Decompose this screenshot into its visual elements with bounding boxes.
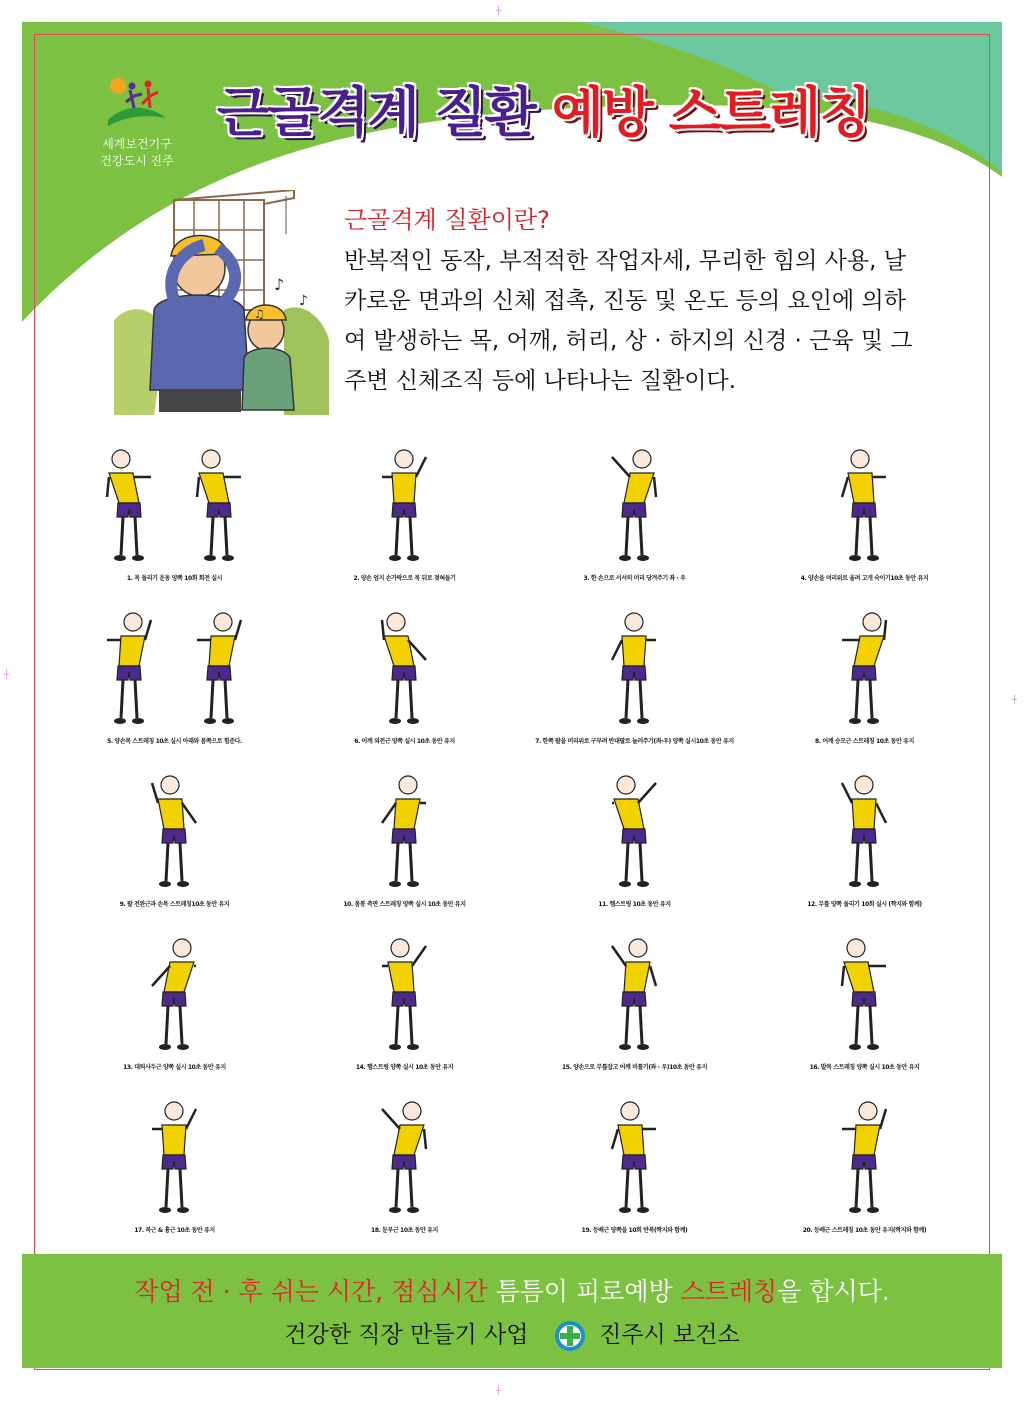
logo-line-1: 세계보건기구 bbox=[102, 137, 172, 151]
registration-mark-left: ┼ bbox=[4, 670, 9, 679]
footer-slogan bbox=[22, 1272, 1002, 1308]
footer-slogan-part-2: 틈틈이 피로예방 bbox=[487, 1277, 681, 1306]
footer-slogan-part-1: 작업 전 · 후 쉬는 시간, 점심시간 bbox=[134, 1277, 488, 1306]
exercise-figure-illustration bbox=[292, 600, 517, 732]
footer-banner bbox=[22, 1254, 1002, 1368]
exercise-card bbox=[292, 763, 517, 926]
poster bbox=[22, 22, 1002, 1382]
exercise-card bbox=[752, 600, 977, 763]
title-part-1: 근골격계 질환 bbox=[217, 81, 552, 144]
intro-section bbox=[344, 200, 954, 401]
exercise-caption: 2. 양손 엄지 손가락으로 목 뒤로 젖혀들기 bbox=[353, 575, 456, 582]
exercise-card bbox=[292, 926, 517, 1089]
exercise-figure-illustration bbox=[752, 1089, 977, 1221]
exercise-figure-illustration bbox=[292, 437, 517, 569]
exercise-caption: 13. 대퇴사두근 양쪽 실시 10초 동안 유지 bbox=[123, 1064, 226, 1071]
logo-line-2: 건강도시 진주 bbox=[100, 154, 174, 168]
exercise-figure-illustration bbox=[752, 763, 977, 895]
title-part-2: 예방 스트레칭 bbox=[551, 81, 870, 144]
workers-cartoon-illustration bbox=[114, 190, 329, 415]
exercise-figure-illustration bbox=[62, 437, 287, 569]
exercise-figure-illustration bbox=[522, 600, 747, 732]
exercise-card bbox=[62, 437, 287, 600]
exercise-caption: 10. 몸통 측면 스트레칭 양쪽 실시 10초 동안 유지 bbox=[343, 901, 466, 908]
exercise-figure-illustration bbox=[752, 600, 977, 732]
exercise-figure-illustration bbox=[522, 926, 747, 1058]
svg-text:♫: ♫ bbox=[254, 307, 265, 321]
exercise-card bbox=[522, 926, 747, 1089]
who-healthy-city-logo-icon bbox=[104, 74, 170, 132]
intro-line: 카로운 면과의 신체 접촉, 진동 및 온도 등의 요인에 의하 bbox=[344, 288, 906, 314]
exercise-card bbox=[522, 437, 747, 600]
exercise-card bbox=[752, 763, 977, 926]
exercise-caption: 5. 양손목 스트레칭 10초 실시 아래와 몸쪽으로 힘준다. bbox=[107, 738, 242, 745]
exercise-card bbox=[62, 600, 287, 763]
registration-mark-top: ┼ bbox=[496, 6, 501, 15]
exercise-caption: 16. 발목 스트레칭 양쪽 실시 10초 동안 유지 bbox=[809, 1064, 920, 1071]
exercise-caption: 18. 둔부근 10초 동안 유지 bbox=[371, 1227, 438, 1234]
exercise-figure-illustration bbox=[752, 926, 977, 1058]
exercise-caption: 1. 목 돌리기 운동 양쪽 10회 회전 실시 bbox=[126, 575, 223, 582]
footer-slogan-part-4: 을 합시다. bbox=[777, 1277, 890, 1306]
exercise-caption: 6. 어깨 외전근 양쪽 실시 10초 동안 유지 bbox=[354, 738, 455, 745]
intro-line: 반복적인 동작, 부적적한 작업자세, 무리한 힘의 사용, 날 bbox=[344, 248, 906, 274]
exercise-figure-illustration bbox=[62, 763, 287, 895]
footer-program-name: 건강한 직장 만들기 사업 bbox=[284, 1322, 529, 1348]
exercise-figure-illustration bbox=[292, 1089, 517, 1221]
exercise-card bbox=[522, 763, 747, 926]
exercise-caption: 9. 팔 전완근과 손목 스트레칭10초 동안 유지 bbox=[119, 901, 230, 908]
exercise-figure-illustration bbox=[522, 763, 747, 895]
exercise-figure-illustration bbox=[62, 1089, 287, 1221]
exercise-caption: 14. 햄스트링 양쪽 실시 10초 동안 유지 bbox=[355, 1064, 454, 1071]
intro-line: 주변 신체조직 등에 나타나는 질환이다. bbox=[344, 368, 737, 394]
exercise-card bbox=[752, 437, 977, 600]
exercise-figure-illustration bbox=[752, 437, 977, 569]
intro-question: 근골격계 질환이란? bbox=[344, 206, 550, 234]
exercise-card bbox=[62, 926, 287, 1089]
exercise-figure-illustration bbox=[62, 600, 287, 732]
exercise-caption: 15. 양손으로 무릎잡고 어깨 비틀기(좌 · 우)10초 동안 유지 bbox=[562, 1064, 707, 1071]
exercise-figure-illustration bbox=[522, 1089, 747, 1221]
exercise-figure-illustration bbox=[292, 926, 517, 1058]
svg-text:♪: ♪ bbox=[299, 293, 308, 309]
exercise-caption: 12. 무릎 양쪽 돌리기 10회 실시 (짝지와 함께) bbox=[807, 901, 922, 908]
exercise-card bbox=[292, 600, 517, 763]
footer-org-name: 진주시 보건소 bbox=[599, 1322, 740, 1348]
footer-slogan-part-3: 스트레칭 bbox=[680, 1277, 778, 1306]
exercise-caption: 19. 등배근 양쪽을 10회 반복(짝지와 함께) bbox=[581, 1227, 688, 1234]
exercise-figure-illustration bbox=[292, 763, 517, 895]
exercise-card bbox=[62, 1089, 287, 1252]
registration-mark-right: ┼ bbox=[1012, 695, 1017, 704]
exercise-card bbox=[522, 1089, 747, 1252]
exercise-figure-illustration bbox=[522, 437, 747, 569]
exercise-caption: 20. 등배근 스트레칭 10초 동안 유지(짝지와 함께) bbox=[802, 1227, 927, 1234]
exercise-card bbox=[522, 600, 747, 763]
exercise-caption: 8. 어깨 승모근 스트레칭 10초 동안 유지 bbox=[815, 738, 914, 745]
who-logo bbox=[82, 74, 192, 170]
exercise-caption: 3. 한 손으로 서서히 머리 당겨주기 좌 · 우 bbox=[583, 575, 686, 582]
exercise-card bbox=[292, 1089, 517, 1252]
exercise-caption: 4. 양손을 머리위로 올려 고개 숙이기10초 동안 유지 bbox=[800, 575, 929, 582]
exercise-caption: 7. 한쪽 팔을 머리위로 구부려 반대팔로 눌러주기(좌·우) 양쪽 실시10초 동안 유지 bbox=[535, 738, 734, 745]
exercise-caption: 17. 복근 & 흉근 10초 동안 유지 bbox=[134, 1227, 215, 1234]
exercise-card bbox=[752, 926, 977, 1089]
footer-organization bbox=[22, 1316, 1002, 1352]
page-title bbox=[217, 70, 869, 147]
registration-mark-bottom: ┼ bbox=[496, 1386, 501, 1395]
exercise-card bbox=[292, 437, 517, 600]
exercise-figure-illustration bbox=[62, 926, 287, 1058]
exercise-card bbox=[752, 1089, 977, 1252]
exercise-card bbox=[62, 763, 287, 926]
intro-line: 여 발생하는 목, 어깨, 허리, 상 · 하지의 신경 · 근육 및 그 bbox=[344, 328, 913, 354]
intro-body bbox=[344, 241, 954, 401]
exercise-caption: 11. 햄스트링 10초 동안 유지 bbox=[598, 901, 671, 908]
svg-text:♪: ♪ bbox=[274, 275, 285, 294]
health-center-cross-icon bbox=[554, 1320, 586, 1352]
